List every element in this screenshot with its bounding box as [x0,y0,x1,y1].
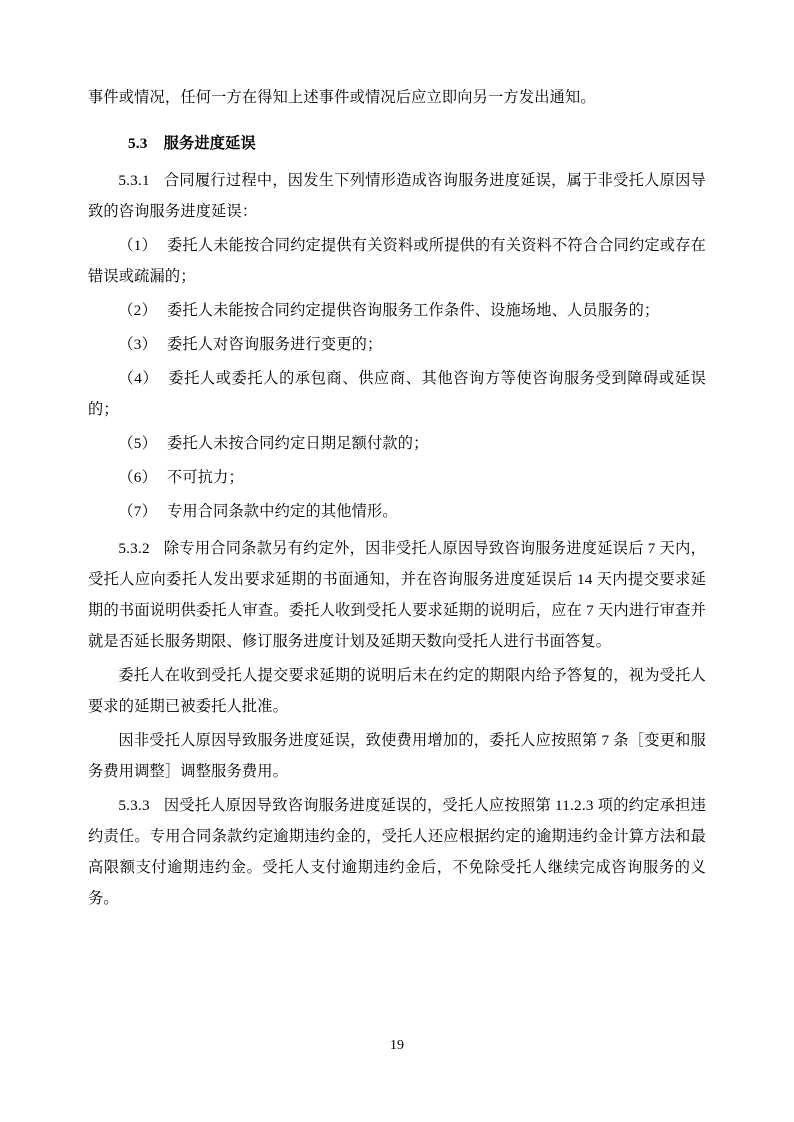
item-text: 专用合同条款中约定的其他情形。 [166,503,398,520]
heading-5-3 [88,128,706,159]
item-text: 委托人对咨询服务进行变更的； [166,336,383,353]
paragraph-text: 委托人在收到受托人提交要求延期的说明后未在约定的期限内给予答复的，视为受托人要求的延期已被委托人批准。 [88,667,706,715]
paragraph-text: 合同履行过程中，因发生下列情形造成咨询服务进度延误，属于非受托人原因导致的咨询服务进度延误： [88,172,706,220]
list-item-3 [88,329,706,360]
item-number: （1） [118,237,157,254]
list-item-2 [88,295,706,326]
item-number: （5） [118,435,157,452]
item-number: （2） [118,302,157,319]
item-number: （4） [118,370,159,387]
list-item-7 [88,496,706,527]
item-number: （6） [118,469,157,486]
list-item-6 [88,462,706,493]
list-item-5 [88,428,706,459]
item-text: 委托人或委托人的承包商、供应商、其他咨询方等使咨询服务受到障碍或延误的； [88,370,706,418]
paragraph-text: 因非受托人原因导致服务进度延误，致使费用增加的，委托人应按照第 7 条［变更和服务费用调整］调整服务费用。 [88,732,706,780]
paragraph-text: 因受托人原因导致咨询服务进度延误的，受托人应按照第 11.2.3 项的约定承担违约责任。专用合同条款约定逾期违约金的，受托人还应根据约定的逾期违约金计算方法和最高限额支付逾期违约金。受托人支付逾期违约金后，不免除受托人继续完成咨询服务的义务。 [88,797,706,907]
page-number: 19 [390,1038,404,1053]
item-number: （3） [118,336,157,353]
clause-number: 5.3.2 [118,540,150,557]
clause-number: 5.3.1 [118,172,150,189]
item-text: 不可抗力； [166,469,244,486]
paragraph-text: 事件或情况，任何一方在得知上述事件或情况后应立即向另一方发出通知。 [88,89,596,106]
clause-number: 5.3.3 [118,797,150,814]
paragraph-intro-continued [88,82,706,113]
heading-text: 服务进度延误 [163,135,256,152]
list-item-4 [88,363,706,425]
paragraph-5-3-2-b [88,660,706,722]
paragraph-5-3-2 [88,533,706,657]
list-item-1 [88,230,706,292]
paragraph-5-3-3 [88,790,706,914]
heading-number: 5.3 [128,135,148,152]
item-number: （7） [118,503,157,520]
paragraph-5-3-2-c [88,725,706,787]
paragraph-text: 除专用合同条款另有约定外，因非受托人原因导致咨询服务进度延误后 7 天内，受托人应向委托人发出要求延期的书面通知，并在咨询服务进度延误后 14 天内提交要求延期的书面说明供委托人审查。委托人收到受托人要求延期的说明后，应在 7 天内进行审查并就是否延长服务期限、修订服务进度计划及延期天数向受托人进行书面答复。 [88,540,706,650]
paragraph-5-3-1 [88,165,706,227]
item-text: 委托人未按合同约定日期足额付款的； [166,435,429,452]
item-text: 委托人未能按合同约定提供有关资料或所提供的有关资料不符合合同约定或存在错误或疏漏的； [88,237,706,285]
document-body [88,82,706,914]
item-text: 委托人未能按合同约定提供咨询服务工作条件、设施场地、人员服务的； [166,302,660,319]
